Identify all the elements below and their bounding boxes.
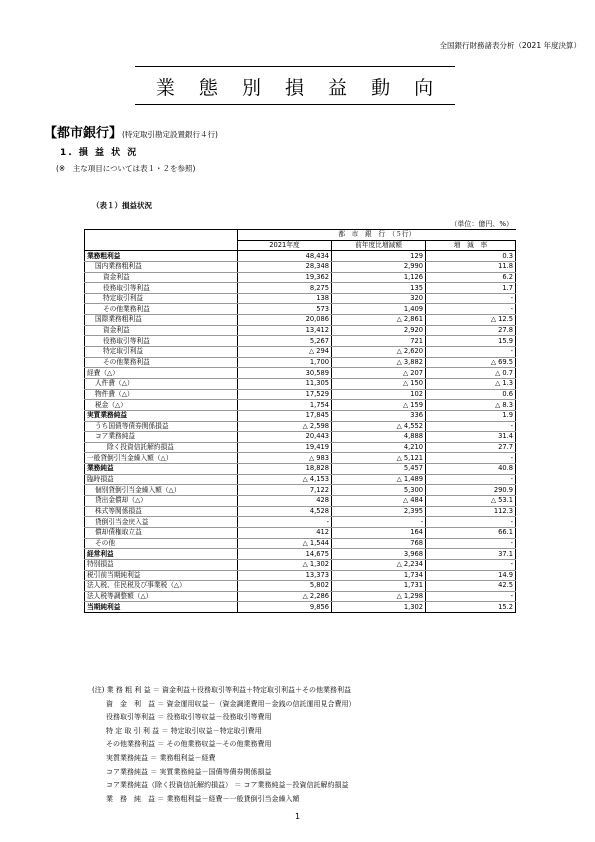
row-label: 国内業務粗利益 [85, 261, 238, 272]
table-caption: （表１）損益状況 [92, 201, 152, 210]
table-row [85, 325, 516, 336]
value-yoy-change: 164 [332, 527, 426, 538]
value-fy2021: △ 2,286 [238, 591, 332, 602]
value-change-rate: 15.2 [426, 602, 516, 613]
row-label: その他業務利益 [85, 304, 238, 315]
table-row [85, 570, 516, 581]
value-fy2021: 1,754 [238, 400, 332, 411]
note-line: 実質業務純益 ＝ 業務粗利益－経費 [92, 753, 216, 762]
col-header-change-rate: 増 減 率 [426, 240, 516, 251]
table-row [85, 432, 516, 443]
income-table-body [85, 230, 516, 613]
value-fy2021: 138 [238, 293, 332, 304]
value-change-rate: △ 8.3 [426, 400, 516, 411]
note-line: 業 務 純 益 ＝ 業務粗利益－経費－一般貸倒引当金繰入額 [92, 794, 300, 803]
header-blank-cell [85, 230, 238, 241]
table-row [85, 496, 516, 507]
value-fy2021: 28,348 [238, 261, 332, 272]
value-yoy-change: △ 4,552 [332, 421, 426, 432]
table-group-header-row [85, 230, 516, 241]
value-yoy-change: 4,210 [332, 442, 426, 453]
value-change-rate: - [426, 293, 516, 304]
value-fy2021: △ 1,544 [238, 538, 332, 549]
value-yoy-change: 2,395 [332, 506, 426, 517]
value-yoy-change: 1,731 [332, 581, 426, 592]
row-label: 貸出金償却（△） [85, 496, 238, 507]
table-row [85, 357, 516, 368]
title-block [135, 66, 455, 105]
row-label: 個別貸倒引当金繰入額（△） [85, 485, 238, 496]
value-change-rate: 27.8 [426, 325, 516, 336]
table-row [85, 251, 516, 262]
value-fy2021: 5,802 [238, 581, 332, 592]
value-yoy-change: △ 5,121 [332, 453, 426, 464]
row-label: 株式等関係損益 [85, 506, 238, 517]
table-row [85, 378, 516, 389]
value-change-rate: △ 1.3 [426, 378, 516, 389]
col-header-fy2021: 2021年度 [238, 240, 332, 251]
table-row [85, 272, 516, 283]
value-fy2021: 7,122 [238, 485, 332, 496]
value-change-rate: - [426, 421, 516, 432]
value-fy2021: 13,373 [238, 570, 332, 581]
value-yoy-change: 4,888 [332, 432, 426, 443]
value-yoy-change: 768 [332, 538, 426, 549]
table-row [85, 442, 516, 453]
table-row [85, 549, 516, 560]
table-row [85, 453, 516, 464]
value-change-rate: 0.3 [426, 251, 516, 262]
row-label: 業務粗利益 [85, 251, 238, 262]
value-fy2021: 4,528 [238, 506, 332, 517]
value-change-rate: 112.3 [426, 506, 516, 517]
value-yoy-change: △ 484 [332, 496, 426, 507]
value-yoy-change: 1,302 [332, 602, 426, 613]
value-yoy-change: 1,409 [332, 304, 426, 315]
table-row [85, 581, 516, 592]
row-label: 貸倒引当金戻入益 [85, 517, 238, 528]
row-label: 役務取引等利益 [85, 336, 238, 347]
notes-block [92, 684, 355, 806]
table-row [85, 336, 516, 347]
value-fy2021: 13,412 [238, 325, 332, 336]
section-heading [44, 122, 218, 141]
row-label: 法人税、住民税及び事業税（△） [85, 581, 238, 592]
table-row [85, 261, 516, 272]
value-yoy-change: △ 2,861 [332, 315, 426, 326]
value-change-rate: 290.9 [426, 485, 516, 496]
table-row [85, 527, 516, 538]
value-yoy-change: 1,126 [332, 272, 426, 283]
value-fy2021: △ 2,598 [238, 421, 332, 432]
table-row [85, 347, 516, 358]
row-label: コア業務純益 [85, 432, 238, 443]
table-row [85, 559, 516, 570]
value-yoy-change: 320 [332, 293, 426, 304]
value-change-rate: △ 0.7 [426, 368, 516, 379]
value-change-rate: △ 12.5 [426, 315, 516, 326]
row-label: 税金（△） [85, 400, 238, 411]
table-unit: （単位：億円、%） [450, 220, 513, 228]
row-label: 業務純益 [85, 464, 238, 475]
note-line: その他業務利益 ＝ その他業務収益－その他業務費用 [92, 740, 272, 749]
row-label: その他業務利益 [85, 357, 238, 368]
value-yoy-change: 5,457 [332, 464, 426, 475]
title-bottom-rule [135, 104, 455, 105]
table-row [85, 538, 516, 549]
value-change-rate: - [426, 559, 516, 570]
value-yoy-change: △ 1,298 [332, 591, 426, 602]
value-change-rate: 1.9 [426, 410, 516, 421]
value-change-rate: - [426, 347, 516, 358]
value-change-rate: 14.9 [426, 570, 516, 581]
value-change-rate: 31.4 [426, 432, 516, 443]
value-yoy-change: △ 3,882 [332, 357, 426, 368]
value-fy2021: 19,419 [238, 442, 332, 453]
table-row [85, 410, 516, 421]
note-line: コア業務純益 ＝ 実質業務純益－国債等債券関係損益 [92, 767, 272, 776]
table-row [85, 506, 516, 517]
value-fy2021: 8,275 [238, 283, 332, 294]
value-yoy-change: 336 [332, 410, 426, 421]
value-change-rate: 42.5 [426, 581, 516, 592]
value-change-rate: - [426, 517, 516, 528]
row-label: 人件費（△） [85, 378, 238, 389]
table-row [85, 517, 516, 528]
value-yoy-change: 721 [332, 336, 426, 347]
table-row [85, 464, 516, 475]
row-label: 資金利益 [85, 325, 238, 336]
note-line: 資 金 利 益 ＝ 資金運用収益－（資金調達費用－金銭の信託運用見合費用） [92, 699, 356, 708]
page-number: 1 [294, 812, 301, 821]
value-yoy-change: 1,734 [332, 570, 426, 581]
value-change-rate: △ 69.5 [426, 357, 516, 368]
value-fy2021: 30,589 [238, 368, 332, 379]
value-fy2021: 20,086 [238, 315, 332, 326]
value-change-rate: 1.7 [426, 283, 516, 294]
value-change-rate: 0.6 [426, 389, 516, 400]
value-change-rate: 11.8 [426, 261, 516, 272]
value-yoy-change: 2,920 [332, 325, 426, 336]
note-line: コア業務純益（除く投資信託解約損益） ＝ コア業務純益－投資信託解約損益 [92, 781, 349, 790]
value-fy2021: 20,443 [238, 432, 332, 443]
row-label: 法人税等調整額（△） [85, 591, 238, 602]
table-row [85, 389, 516, 400]
note-line: (注) 業 務 粗 利 益 ＝ 資金利益＋役務取引等利益＋特定取引利益＋その他業務利益 [92, 686, 352, 694]
value-yoy-change: 2,990 [332, 261, 426, 272]
value-fy2021: 1,700 [238, 357, 332, 368]
value-change-rate: - [426, 453, 516, 464]
value-change-rate: - [426, 304, 516, 315]
table-column-header-row [85, 240, 516, 251]
value-fy2021: 19,362 [238, 272, 332, 283]
subsection-title: 1. 損 益 状 況 [60, 148, 139, 158]
group-header: 都 市 銀 行 （５行） [238, 230, 516, 241]
value-fy2021: - [238, 517, 332, 528]
row-label: 除く投資信託解約損益 [85, 442, 238, 453]
value-yoy-change: △ 159 [332, 400, 426, 411]
value-fy2021: 412 [238, 527, 332, 538]
section-subtitle: (特定取引勘定設置銀行４行) [122, 130, 218, 139]
value-change-rate: - [426, 474, 516, 485]
value-fy2021: 11,305 [238, 378, 332, 389]
value-fy2021: △ 4,153 [238, 474, 332, 485]
table-row [85, 293, 516, 304]
section-title: 【都市銀行】 [44, 126, 123, 141]
table-row [85, 485, 516, 496]
row-label: 一般貸倒引当金繰入額（△） [85, 453, 238, 464]
value-fy2021: 18,828 [238, 464, 332, 475]
row-label: 当期純利益 [85, 602, 238, 613]
value-fy2021: 5,267 [238, 336, 332, 347]
value-yoy-change: 129 [332, 251, 426, 262]
row-label: 物件費（△） [85, 389, 238, 400]
value-change-rate: 15.9 [426, 336, 516, 347]
row-label: 臨時損益 [85, 474, 238, 485]
value-yoy-change: 135 [332, 283, 426, 294]
row-label: 特定取引利益 [85, 293, 238, 304]
table-row [85, 474, 516, 485]
table-row [85, 315, 516, 326]
table-row [85, 304, 516, 315]
value-fy2021: 573 [238, 304, 332, 315]
note-line: 役務取引等利益 ＝ 役務取引等収益－役務取引等費用 [92, 713, 272, 722]
row-label: 役務取引等利益 [85, 283, 238, 294]
value-fy2021: 14,675 [238, 549, 332, 560]
value-fy2021: 48,434 [238, 251, 332, 262]
reference-note: (※ 主な項目については表１・２を参照) [56, 164, 196, 173]
value-fy2021: 17,845 [238, 410, 332, 421]
value-change-rate: - [426, 538, 516, 549]
row-label: 特別損益 [85, 559, 238, 570]
value-change-rate: 40.8 [426, 464, 516, 475]
value-yoy-change: 5,300 [332, 485, 426, 496]
row-label: その他 [85, 538, 238, 549]
row-label: 実質業務純益 [85, 410, 238, 421]
value-yoy-change: △ 2,620 [332, 347, 426, 358]
value-yoy-change: △ 1,489 [332, 474, 426, 485]
table-row [85, 602, 516, 613]
value-fy2021: 17,529 [238, 389, 332, 400]
table-row [85, 368, 516, 379]
row-label: 経常利益 [85, 549, 238, 560]
table-row [85, 283, 516, 294]
table-row [85, 591, 516, 602]
table-row [85, 400, 516, 411]
value-yoy-change: △ 2,234 [332, 559, 426, 570]
col-header-yoy-change: 前年度比増減額 [332, 240, 426, 251]
value-fy2021: 9,856 [238, 602, 332, 613]
value-change-rate: △ 53.1 [426, 496, 516, 507]
value-fy2021: △ 983 [238, 453, 332, 464]
row-label: 特定取引利益 [85, 347, 238, 358]
income-table [84, 229, 516, 613]
page-title: 業 態 別 損 益 動 向 [155, 77, 443, 99]
value-change-rate: 66.1 [426, 527, 516, 538]
row-label: 資金利益 [85, 272, 238, 283]
value-change-rate: 27.7 [426, 442, 516, 453]
value-fy2021: △ 294 [238, 347, 332, 358]
header-blank-cell [85, 240, 238, 251]
table-row [85, 421, 516, 432]
value-yoy-change: △ 150 [332, 378, 426, 389]
row-label: 償却債権取立益 [85, 527, 238, 538]
row-label: 国際業務粗利益 [85, 315, 238, 326]
value-yoy-change: 102 [332, 389, 426, 400]
value-change-rate: 6.2 [426, 272, 516, 283]
value-yoy-change: - [332, 517, 426, 528]
value-yoy-change: 3,968 [332, 549, 426, 560]
row-label: うち国債等債券関係損益 [85, 421, 238, 432]
row-label: 税引前当期純利益 [85, 570, 238, 581]
value-change-rate: 37.1 [426, 549, 516, 560]
value-fy2021: △ 1,302 [238, 559, 332, 570]
report-header: 全国銀行財務諸表分析（2021 年度決算） [439, 41, 581, 50]
value-change-rate: - [426, 591, 516, 602]
value-fy2021: 428 [238, 496, 332, 507]
row-label: 経費（△） [85, 368, 238, 379]
note-line: 特 定 取 引 利 益 ＝ 特定取引収益－特定取引費用 [92, 726, 262, 735]
value-yoy-change: △ 207 [332, 368, 426, 379]
